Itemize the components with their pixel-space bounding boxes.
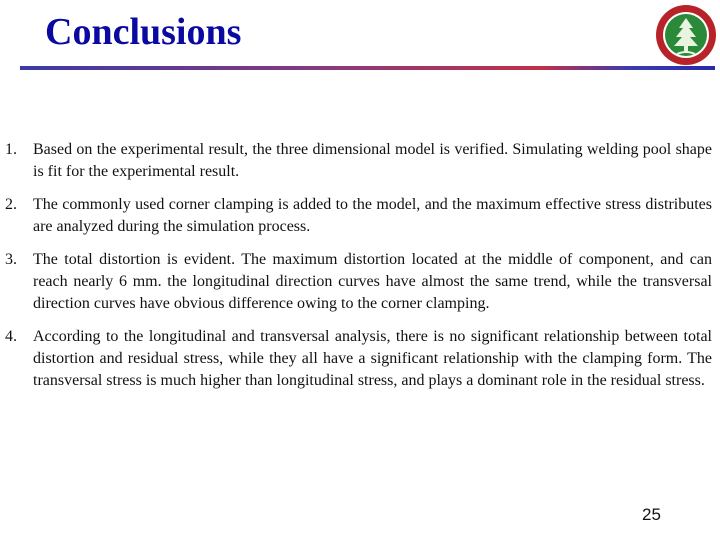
item-number: 2. — [5, 196, 17, 213]
item-text: According to the longitudinal and transversal analysis, there is no significant relationship between total distortion and residual stress, while they all have a significant relationship with the clamping form. The transversal stress is much higher than longitudinal stress, and plays a dominant role in the residual stress. — [33, 328, 712, 389]
list-item — [0, 249, 712, 315]
item-number: 4. — [5, 328, 17, 345]
item-text: The commonly used corner clamping is added to the model, and the maximum effective stress distributes are analyzed during the simulation process. — [33, 196, 712, 235]
page-number: 25 — [642, 505, 661, 524]
item-text: Based on the experimental result, the three dimensional model is verified. Simulating welding pool shape is fit for the experimental result. — [33, 141, 712, 180]
item-number: 3. — [5, 251, 17, 268]
title-divider — [20, 66, 715, 70]
conclusions-list — [0, 139, 712, 403]
item-text: The total distortion is evident. The maximum distortion located at the middle of component, and can reach nearly 6 mm. the longitudinal direction curves have almost the same trend, while the transversal direction curves have obvious difference owing to the corner clamping. — [33, 251, 712, 312]
list-item — [0, 194, 712, 238]
university-seal-icon — [655, 4, 717, 66]
list-item — [0, 139, 712, 183]
slide-title: Conclusions — [45, 11, 242, 53]
list-item — [0, 326, 712, 392]
item-number: 1. — [5, 141, 17, 158]
